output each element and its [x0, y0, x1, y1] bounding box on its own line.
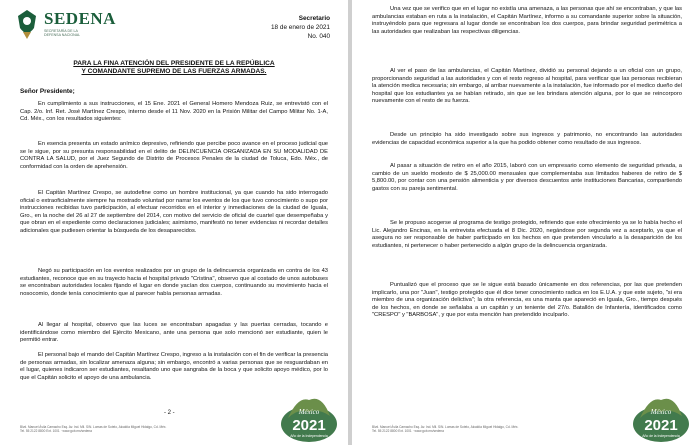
document-page-right [352, 0, 700, 445]
page-number: - 2 - [164, 410, 175, 416]
mexico-2021-badge-icon [278, 388, 340, 444]
header-office: Secretario [298, 15, 330, 22]
paragraph: Negó su participación en los eventos realizados por un grupo de la delincuencia organizada en contra de los 43 estudiantes, reconoce que en su trayecto hacia el hospital privado "Cristina", observo que al costado de unos autobuses se encontraban autoridades locales fijando el lugar en donde yacían dos cuerpos, continuando su movimiento hacia el nosocomio, donde tenía conocimiento que al parecer había personas armadas. [20, 268, 328, 297]
document-title [20, 60, 328, 76]
logo-subtitle: SECRETARÍA DE LA DEFENSA NACIONAL [44, 29, 81, 38]
header-number: No. 040 [307, 33, 330, 40]
badge-year: 2021 [292, 417, 326, 434]
paragraph: Desde un principio ha sido investigado sobre sus ingresos y patrimonio, no encontrando las autoridades evidencias de capacidad económica superior a la que ha podido obtener como resultado de sus ingresos. [372, 132, 682, 146]
badge-bottom-text: Año de la Independencia [642, 434, 680, 438]
mexico-2021-badge-icon [630, 388, 692, 444]
paragraph: En cumplimiento a sus instrucciones, el 15 Ene. 2021 el General Homero Mendoza Ruiz, se entrevistó con el Cap. 2/o. Inf. Ret. José Martínez Crespo, interno desde el 11 Nov. 2020 en la Prisión Militar del Campo Militar No. 1-A, Cd. Méx., con los resultados siguientes: [20, 101, 328, 123]
paragraph: Se le propuso acogerse al programa de testigo protegido, refiriendo que este ofrecimiento ya se lo había hecho el Lic. Alejandro Encinas, en la entrevista efectuada el 8 Dic. 2020, negándose por segunda vez a aceptarlo, ya que el asegura no ser responsable de haber participado en los hechos en que pretenden vincularlo a la desaparición de los estudiantes, ni pertenecer o haber pertenecido a algún grupo de la delincuencia organizada. [372, 220, 682, 249]
paragraph: Puntualizó que el proceso que se le sigue está basado únicamente en dos referencias, por las que pretenden implicarlo, una por "Juan", testigo protegido que él dice tener conocimiento radica en los E.U.A. y que este sujeto, "si era miembro de una organización delictiva"; la otra referencia, es una manta que apareció en Iguala, Gro., tiempo después de los hechos, en donde se señalaba a un capitán y un teniente del 27/o. Batallón de Infantería, identificados como "CRESPO" y "BARBOSA", y que por esta mención han pretendido inculparlo. [372, 282, 682, 319]
sedena-logo [14, 8, 134, 48]
document-page-left [0, 0, 348, 445]
paragraph: Una vez que se verifico que en el lugar no existía una amenaza, a las personas que ahí se encontraban, y que las ambulancias estaban en ruta a la instalación, el Capitán Martínez, informo a su comandante superior sobre la situación, instruyéndolo para que regresara al lugar donde se encontraban los dos cuerpos, para brindar seguridad perimétrica a las autoridades que realizaban las respectivas diligencias. [372, 6, 682, 35]
badge-top-text: México [650, 408, 672, 416]
page-footer: Blvd. Manuel Ávila Camacho Esq. Av. Ind. Mil. S/N. Lomas de Sotelo, Alcaldía Miguel Hidalgo, Cd. Méx. Tel. 55 2122 8800 Ext. 1001 · www.gob.mx/sedena [372, 425, 519, 433]
page-footer: Blvd. Manuel Ávila Camacho Esq. Av. Ind. Mil. S/N. Lomas de Sotelo, Alcaldía Miguel Hidalgo, Cd. Méx. Tel. 55 2122 8800 Ext. 1001 · www.gob.mx/sedena [20, 425, 167, 433]
eagle-emblem-icon [14, 8, 40, 42]
paragraph: En esencia presenta un estado anímico depresivo, refiriendo que percibe poco avance en el proceso judicial que se le sigue, por su presunta responsabilidad en el delito de DELINCUENCIA ORGANIZADA EN SU MODALIDAD DE CONTRA LA SALUD, por el Juez Segundo de Distrito de Procesos Penales de la ciudad de Toluca, Edo. Méx., de conformidad con la orden de aprehensión. [20, 141, 328, 170]
paragraph: Al pasar a situación de retiro en el año 2015, laboró con un empresario como elemento de seguridad privada, a cambio de un sueldo modesto de $ 25,000.00 mensuales que complementaba sus limitados haberes de retiro de $ 5,800.00, por contar con una pensión alimenticia y por diversos descuentos ante instituciones Bancarias, compartiendo gastos con su pareja sentimental. [372, 163, 682, 192]
salutation: Señor Presidente; [20, 88, 75, 95]
paragraph: Al llegar al hospital, observo que las luces se encontraban apagadas y las puertas cerradas, tocando e identificándose como miembro del Ejército Mexicano, ante una persona que solo mencionó ser estudiante, quien le permitió entrar. [20, 322, 328, 344]
paragraph: El personal bajo el mando del Capitán Martínez Crespo, ingreso a la instalación con el fin de verificar la presencia de personas armadas, sin localizar amenaza alguna; sin embargo, encontró a varias personas que se resguardaban en el lugar, quienes indicaron ser estudiantes, resaltando uno que sangraba de la boca y que solicito apoyo médico, por lo que el Capitán solicito el apoyo de una ambulancia. [20, 352, 328, 381]
badge-year: 2021 [644, 417, 678, 434]
badge-top-text: México [298, 408, 320, 416]
title-line-2: Y COMANDANTE SUPREMO DE LAS FUERZAS ARMADAS. [81, 68, 267, 75]
logo-name: SEDENA [44, 9, 116, 28]
paragraph: Al ver el paso de las ambulancias, el Capitán Martínez, dividió su personal dejando a un oficial con un grupo, proporcionando seguridad a las autoridades y con el resto regreso al hospital, para verificar que las personas recibieran la atención medica necesaria; sin embargo, al arribar nuevamente a la instalación, fue informado por el medico dueño del hospital que los estudiantes ya se habían retirado, sin que se les brindara atención alguna, por lo que se reincorporo nuevamente con el resto de su fuerza. [372, 68, 682, 105]
paragraph: El Capitán Martínez Crespo, se autodefine como un hombre institucional, ya que cuando ha sido interrogado oficial o extraoficialmente siempre ha mostrado voluntad por narrar los eventos de los que tuvo conocimiento o supo por instrucciones recibidas tuvo participación, al efectuar recorridos en el interior y inmediaciones de la ciudad de Iguala, Gro., en la noche del 26 al 27 de septiembre del 2014, con motivo del servicio de oficial de cuartel que desempeñaba y que obran en el expediente como declaraciones judiciales; asimismo, manifestó no tener evidencias ni recordar detalles adicionales que pudiesen orientar la búsqueda de los desaparecidos. [20, 190, 328, 234]
title-line-1: PARA LA FINA ATENCIÓN DEL PRESIDENTE DE LA REPÚBLICA [73, 60, 275, 67]
badge-bottom-text: Año de la Independencia [290, 434, 328, 438]
document-header [271, 14, 330, 41]
header-date: 18 de enero de 2021 [271, 24, 330, 31]
